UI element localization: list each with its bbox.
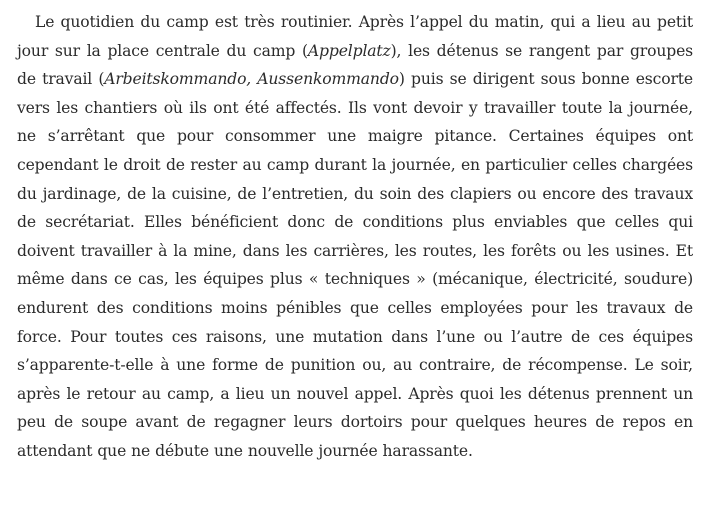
paragraph-text-3: ) puis se dirigent sous bonne escorte vers les chantiers où ils ont été affectés. Ils vont devoir y travailler toute la journée, ne s’arrêtant que pour consommer une maigre pitance. Certaines équipes ont cependant le droit de rester au camp durant la journée, en particulier celles chargées du jardinage, de la cuisine, de l’entretien, du soin des clapiers ou encore des travaux de secrétariat. Elles bénéficient donc de conditions plus enviables que celles qui doivent travailler à la mine, dans les carrières, les routes, les forêts ou les usines. Et même dans ce cas, les équipes plus « techniques » (mécanique, électricité, soudure) endurent des conditions moins pénibles que celles employées pour les travaux de force. Pour toutes ces raisons, une mutation dans l’une ou l’autre de ces équipes s’apparente-t-elle à une forme de punition ou, au contraire, de récompense. Le soir, après le retour au camp, a lieu un nouvel appel. Après quoi les détenus prennent un peu de soupe avant de regagner leurs dortoirs pour quelques heures de repos en attendant que ne débute une nouvelle journée harassante.	[17, 70, 693, 460]
paragraph-text-2: ), les détenus se rangent par groupes de travail (	[17, 41, 693, 89]
italic-term-appelplatz: Appelplatz	[307, 41, 391, 60]
italic-term-kommando: Arbeitskommando, Aussenkommando	[104, 70, 399, 89]
body-paragraph	[17, 8, 693, 466]
paragraph-text-1: Le quotidien du camp est très routinier. Après l’appel du matin, qui a lieu au petit jour sur la place centrale du camp (	[17, 13, 693, 60]
